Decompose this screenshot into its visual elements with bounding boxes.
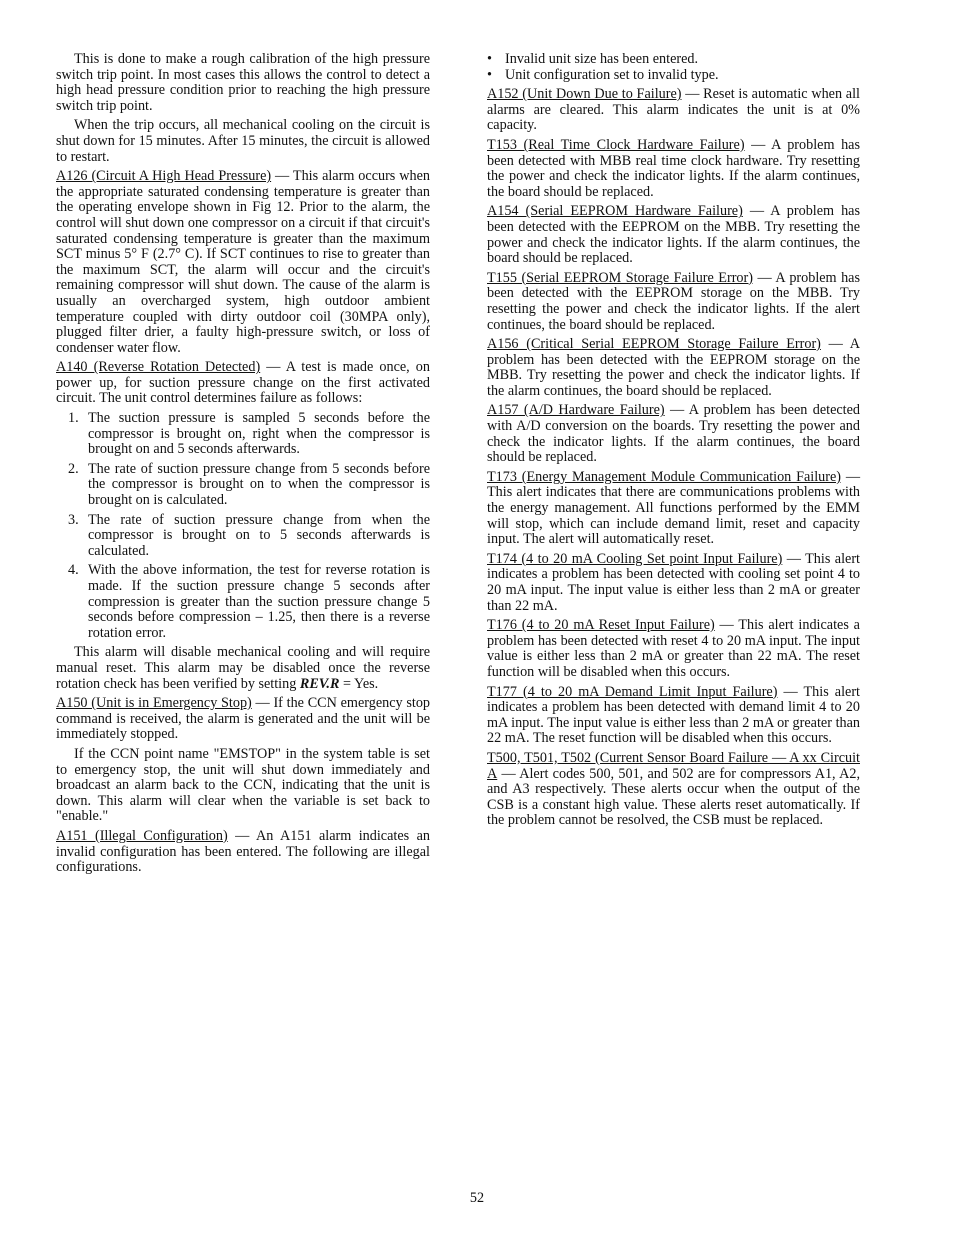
alarm-body: — A problem has been detected with the EEPROM on the MBB. Try resetting the power and check the indicator lights. If the alarm continues, the board should be replaced.: [487, 203, 861, 267]
alert-t500-t502: [487, 751, 860, 829]
alarm-a140-title: A140 (Reverse Rotation Detected): [56, 359, 261, 376]
alarm-title: A156 (Critical Serial EEPROM Storage Failure Error): [487, 336, 821, 353]
alarm-a126-title: A126 (Circuit A High Head Pressure): [56, 168, 272, 185]
disable-text: This alarm will disable mechanical cooling and will require manual reset. This alarm may be disabled once the reverse rotation check has been verified by setting: [56, 644, 430, 692]
right-column: [487, 52, 860, 833]
alarm-title: T176 (4 to 20 mA Reset Input Failure): [487, 617, 715, 634]
alarm-a151-body: — An A151 alarm indicates an invalid configuration has been entered. The following are illegal configurations.: [56, 827, 431, 876]
alarm-a157: [487, 403, 860, 465]
alert-t174: [487, 552, 860, 614]
alarm-body: — Alert codes 500, 501, and 502 are for compressors A1, A2, and A3 respectively. These alerts occur when the output of the CSB is a constant high value. These alerts reset automatically. If the problem cannot be resolved, the CSB must be replaced.: [487, 765, 860, 829]
disable-value: = Yes.: [339, 675, 379, 692]
alarm-body: — This alert indicates a problem has been detected with cooling set point 4 to 20 mA input. The input value is either less than 2 mA or greater than 22 mA.: [487, 550, 860, 614]
list-item: [487, 68, 860, 84]
list-item-text: The suction pressure is sampled 5 seconds before the compressor is brought on, right when the compressor is brought on and 5 seconds afterwards.: [88, 410, 430, 458]
alarm-title: A152 (Unit Down Due to Failure): [487, 86, 682, 103]
list-item: [56, 563, 430, 641]
alarm-title: A157 (A/D Hardware Failure): [487, 402, 665, 419]
emstop-paragraph: If the CCN point name "EMSTOP" in the system table is set to emergency stop, the unit will shut down immediately and broadcast an alarm back to the CCN, indicating that the unit is down. This alarm will clear when the variable is set back to "enable.": [56, 745, 430, 825]
bullet-mark: •: [487, 66, 492, 83]
list-item: [56, 411, 430, 458]
list-item: [56, 462, 430, 509]
page-number: 52: [469, 1190, 485, 1206]
list-item-text: Invalid unit size has been entered.: [505, 51, 699, 67]
alarm-a150-body: — If the CCN emergency stop command is received, the alarm is generated and the unit will be immediately stopped.: [56, 695, 431, 743]
alarm-body: — A problem has been detected with the EEPROM storage on the MBB. Try resetting the power and check the indicator lights. If the alarm continues, the board should be replaced.: [487, 336, 861, 399]
list-item-text: With the above information, the test for reverse rotation is made. If the suction pressure change 5 seconds after compression is greater than the suction pressure change 5 seconds before compression – 1.25, then there is a reverse rotation error.: [88, 562, 430, 641]
alarm-title: T153 (Real Time Clock Hardware Failure): [487, 136, 745, 153]
alarm-title: T155 (Serial EEPROM Storage Failure Error): [487, 269, 753, 286]
list-item-text: The rate of suction pressure change from 5 seconds before the compressor is brought on to when the compressor is brought on is calculated.: [88, 460, 430, 509]
alarm-a152: [487, 87, 860, 134]
alarm-a156: [487, 337, 860, 399]
alert-t176: [487, 618, 860, 680]
alarm-a150-title: A150 (Unit is in Emergency Stop): [56, 695, 252, 712]
alarm-title: A154 (Serial EEPROM Hardware Failure): [487, 203, 743, 220]
intro-paragraph: This is done to make a rough calibration of the high pressure switch trip point. In most cases this allows the control to detect a high head pressure condition prior to reaching the high pressure switch trip point.: [56, 51, 430, 114]
alarm-body: — This alert indicates a problem has been detected with reset 4 to 20 mA input. The input value is either less than 2 mA or greater than 22 mA. The reset function will be disabled when this occurs.: [487, 617, 860, 680]
rev-r-variable: REV.R: [299, 675, 340, 692]
list-item-text: The rate of suction pressure change from when the compressor is brought on to 5 seconds afterwards is calculated.: [88, 511, 430, 559]
alert-t155: [487, 271, 860, 333]
alert-t153: [487, 138, 860, 200]
alarm-title: T173 (Energy Management Module Communication Failure): [487, 468, 841, 485]
disable-paragraph: [56, 645, 430, 692]
alarm-body: — This alert indicates a problem has been detected with demand limit 4 to 20 mA input. The input value is either less than 2 mA or greater than 22 mA. The reset function will be disabled when this occurs.: [487, 683, 861, 747]
alarm-a151-title: A151 (Illegal Configuration): [56, 827, 228, 844]
alarm-a140: [56, 360, 430, 407]
alarm-body: — A problem has been detected with the EEPROM storage on the MBB. Try resetting the power and check the indicator lights. If the alert continues, the board should be replaced.: [487, 269, 860, 333]
list-item: [56, 513, 430, 560]
bullet-mark: •: [487, 51, 492, 67]
illegal-config-list: [487, 52, 860, 83]
alarm-body: — This alert indicates that there are communications problems with the energy management. All functions performed by the EMM will stop, which can include demand limit, reset and capacity input. The alert will automatically reset.: [487, 468, 861, 548]
alarm-a140-body: — A test is made once, on power up, for suction pressure change on the first activated circuit. The unit control determines failure as follows:: [56, 359, 430, 407]
alarm-a126: [56, 169, 430, 356]
alarm-a154: [487, 204, 860, 266]
a140-steps-list: [56, 411, 430, 641]
alert-t173: [487, 470, 860, 548]
alarm-a126-body: — This alarm occurs when the appropriate saturated condensing temperature is greater than the operating envelope shown in Fig 12. Prior to the alarm, the control will shut down one compressor on a circuit if that circuit's saturated condensing temperature is greater than the maximum SCT minus 5° F (2.7° C). If SCT continues to rise to greater than the maximum SCT, the alarm will occur and the circuit's remaining compressor will shut down. The cause of the alarm is usually an overcharged system, high outdoor ambient temperature coupled with dirty outdoor coil (30MPA only), plugged filter drier, a faulty high-pressure switch, or loss of condenser water flow.: [56, 168, 430, 356]
list-item-text: Unit configuration set to invalid type.: [505, 66, 719, 83]
alarm-a151: [56, 829, 430, 876]
list-item: [487, 52, 860, 68]
list-item-number: 2.: [68, 460, 79, 477]
trip-paragraph: When the trip occurs, all mechanical cooling on the circuit is shut down for 15 minutes. After 15 minutes, the circuit is allowed to restart.: [56, 117, 430, 165]
list-item-number: 3.: [68, 511, 79, 528]
alarm-title: T177 (4 to 20 mA Demand Limit Input Failure): [487, 683, 778, 700]
alarm-title: T174 (4 to 20 mA Cooling Set point Input Failure): [487, 550, 783, 567]
left-column: [56, 52, 430, 880]
alarm-body: — A problem has been detected with A/D conversion on the boards. Try resetting the power and check the indicator lights. If the alarm continues, the board should be replaced.: [487, 402, 860, 466]
alarm-title: T500, T501, T502 (Current Sensor Board Failure — A xx Circuit A: [487, 749, 860, 782]
list-item-number: 4.: [68, 562, 79, 579]
alert-t177: [487, 685, 860, 747]
alarm-body: — A problem has been detected with MBB real time clock hardware. Try resetting the power and check the indicator lights. If the alarm continues, the board should be replaced.: [487, 136, 860, 200]
alarm-body: — Reset is automatic when all alarms are cleared. This alarm indicates the unit is at 0% capacity.: [487, 86, 860, 134]
alarm-a150: [56, 696, 430, 743]
list-item-number: 1.: [68, 410, 79, 427]
